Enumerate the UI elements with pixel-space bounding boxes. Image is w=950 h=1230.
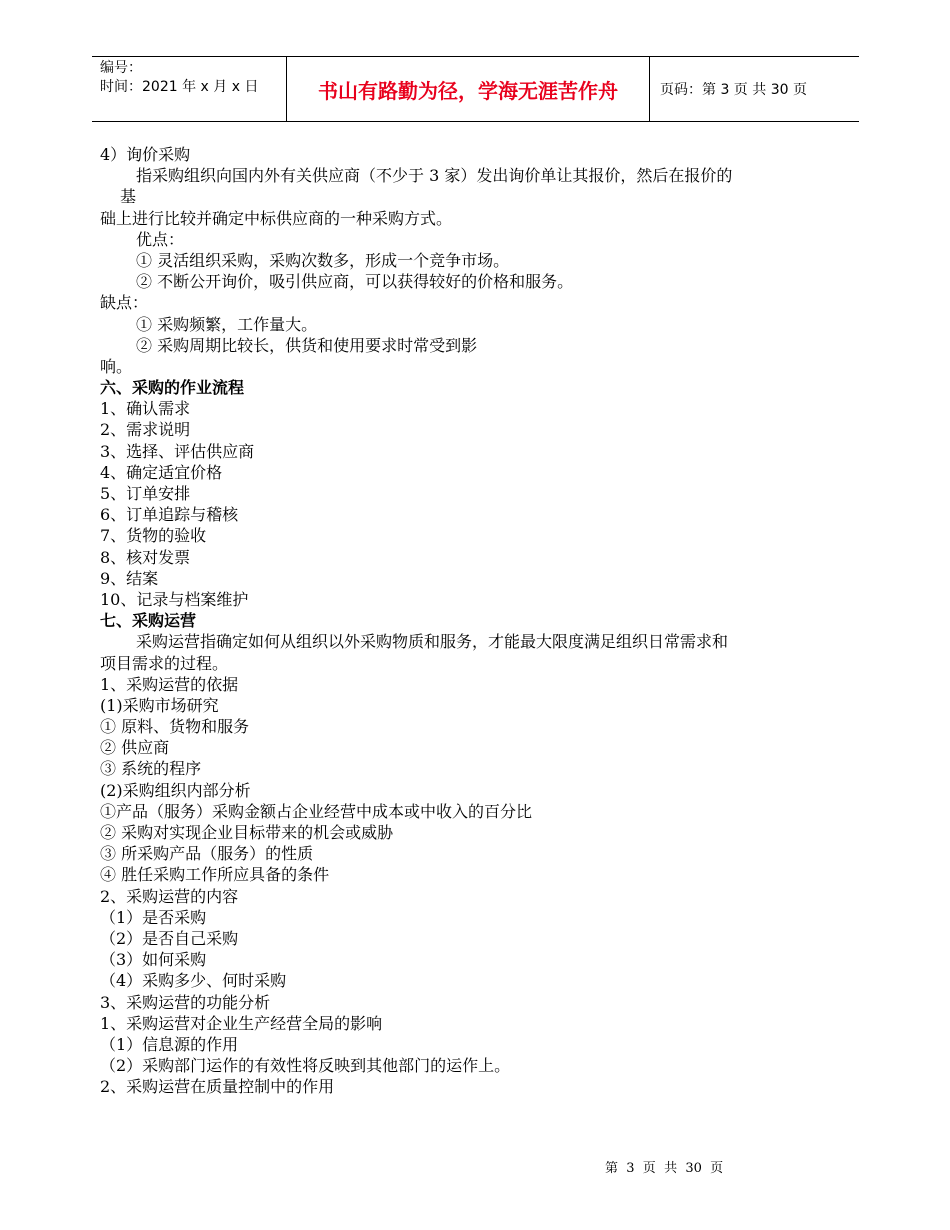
text-line: 1、采购运营的依据: [100, 674, 239, 694]
text-line: 8、核对发票: [100, 547, 191, 567]
text-line: 响。: [100, 356, 133, 376]
text-line: ① 采购频繁，工作量大。: [136, 314, 318, 334]
text-line: (1)采购市场研究: [100, 695, 219, 715]
text-line: （2）采购部门运作的有效性将反映到其他部门的运作上。: [100, 1056, 511, 1076]
text-line: ①产品（服务）采购金额占企业经营中成本或中收入的百分比: [100, 801, 533, 821]
text-line: (2)采购组织内部分析: [100, 780, 251, 800]
text-line: 缺点：: [100, 293, 149, 313]
text-line: （4）采购多少、何时采购: [100, 971, 287, 991]
page-footer: 第 3 页 共 30 页: [605, 1161, 724, 1176]
text-line: ② 供应商: [100, 738, 170, 758]
text-line: 采购运营指确定如何从组织以外采购物质和服务，才能最大限度满足组织日常需求和: [136, 632, 729, 652]
text-line: （1）信息源的作用: [100, 1034, 239, 1054]
text-line: 4）询价采购: [100, 145, 191, 164]
text-line: 项目需求的过程。: [100, 653, 229, 673]
text-line: （3）如何采购: [100, 950, 207, 970]
text-line: ④ 胜任采购工作所应具备的条件: [100, 865, 330, 885]
header-motto: 书山有路勤为径，学海无涯苦作舟: [287, 57, 650, 121]
text-line: 2、采购运营在质量控制中的作用: [100, 1077, 335, 1097]
text-line: 3、选择、评估供应商: [100, 441, 255, 461]
text-line: ② 采购对实现企业目标带来的机会或威胁: [100, 823, 394, 842]
text-line: 1、采购运营对企业生产经营全局的影响: [100, 1013, 383, 1033]
text-line: 5、订单安排: [100, 484, 191, 503]
text-line: 基: [120, 187, 137, 207]
text-line: ③ 系统的程序: [100, 759, 202, 779]
text-line: 础上进行比较并确定中标供应商的一种采购方式。: [100, 208, 453, 228]
text-line: 指采购组织向国内外有关供应商（不少于 3 家）发出询价单让其报价，然后在报价的: [136, 166, 733, 186]
text-line: （2）是否自己采购: [100, 928, 239, 948]
page-header: [92, 56, 859, 122]
text-line: ① 灵活组织采购，采购次数多，形成一个竞争市场。: [136, 250, 510, 270]
text-line: 1、确认需求: [100, 399, 191, 419]
section-heading: 七、采购运营: [100, 611, 197, 631]
header-meta: [92, 57, 287, 121]
header-time-label: 时间：2021 年 x 月 x 日: [100, 79, 259, 95]
header-page-info: 页码：第 3 页 共 30 页: [660, 82, 807, 98]
text-line: 2、采购运营的内容: [100, 886, 239, 906]
text-line: 10、记录与档案维护: [100, 589, 249, 609]
text-line: 9、结案: [100, 568, 159, 588]
text-line: 2、需求说明: [100, 420, 191, 440]
document-body: [100, 144, 830, 1097]
text-line: 优点：: [136, 229, 185, 249]
text-line: ② 不断公开询价，吸引供应商，可以获得较好的价格和服务。: [136, 272, 574, 292]
text-line: ② 采购周期比较长，供货和使用要求时常受到影: [136, 335, 478, 355]
section-heading: 六、采购的作业流程: [100, 378, 245, 398]
text-line: ③ 所采购产品（服务）的性质: [100, 844, 314, 864]
text-line: 3、采购运营的功能分析: [100, 992, 271, 1012]
text-line: ① 原料、货物和服务: [100, 717, 250, 737]
text-line: 6、订单追踪与稽核: [100, 505, 239, 525]
header-number-label: 编号：: [100, 60, 142, 76]
text-line: 4、确定适宜价格: [100, 462, 223, 482]
text-line: 7、货物的验收: [100, 526, 207, 546]
text-line: （1）是否采购: [100, 907, 207, 927]
